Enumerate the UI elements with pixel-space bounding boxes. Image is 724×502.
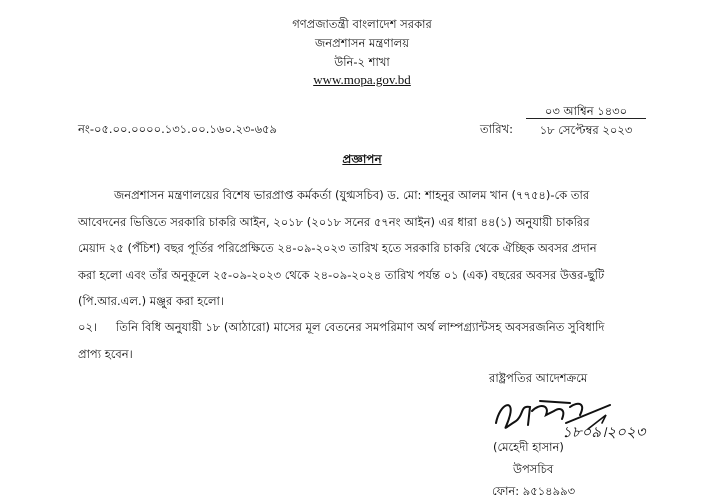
date-bangla: ০৩ আশ্বিন ১৪৩০ [544, 104, 628, 118]
paragraph-1 [78, 182, 604, 315]
notification-title: প্রজ্ঞাপন [342, 152, 382, 166]
header-government: গণপ্রজাতন্ত্রী বাংলাদেশ সরকার [292, 17, 432, 31]
paragraph-1-line: করা হলো এবং তাঁর অনুকূলে ২৫-০৯-২০২৩ থেকে ২৪-০৯-২০২৪ তারিখ পর্যন্ত ০১ (এক) বছরের অবসর উত্তর-ছুটি [78, 267, 605, 282]
paragraph-1-line: জনপ্রশাসন মন্ত্রণালয়ের বিশেষ ভারপ্রাপ্ত কর্মকর্তা (যুগ্মসচিব) ড. মো: শাহনুর আলম খান (৭৭৫৪)-কে তার [114, 188, 590, 202]
date-english: ১৮ সেপ্টেম্বর ২০২৩ [539, 123, 633, 137]
handwritten-signature [470, 393, 710, 441]
date-divider [526, 118, 646, 119]
header-ministry: জনপ্রশাসন মন্ত্রণালয় [315, 36, 409, 50]
website-link[interactable]: www.mopa.gov.bd [313, 72, 411, 87]
signatory-designation: উপসচিব [513, 462, 554, 476]
paragraph-2-line: ০২। তিনি বিধি অনুযায়ী ১৮ (আঠারো) মাসের মূল বেতনের সমপরিমাণ অর্থ লাম্পগ্র্যান্টসহ অবসরজনিত সুবিধাদি [78, 314, 604, 341]
by-order-line: রাষ্ট্রপতির আদেশক্রমে [489, 371, 588, 385]
date-label: তারিখ: [480, 122, 514, 136]
paragraph-2-number: ০২। [78, 320, 98, 334]
signatory-phone: ফোন: ৯৫১৪৯৯৩ [492, 484, 576, 498]
paragraph-1-line: মেয়াদ ২৫ (পঁচিশ) বছর পূর্তির পরিপ্রেক্ষিতে ২৪-০৯-২০২৩ তারিখ হতে সরকারি চাকরি থেকে ঐচ্ছিক অবসর প্রদান [78, 241, 597, 255]
memo-number: নং-০৫.০০.০০০০.১৩১.০০.১৬০.২৩-৬৫৯ [78, 122, 277, 136]
paragraph-1-line: আবেদনের ভিত্তিতে সরকারি চাকরি আইন, ২০১৮ (২০১৮ সনের ৫৭নং আইন) এর ধারা ৪৪(১) অনুযায়ী চাকরির [78, 214, 590, 229]
handwritten-date: ১৮০৯।২০২৩ [562, 423, 646, 441]
paragraph-2 [78, 314, 604, 367]
signatory-name: (মেহেদী হাসান) [493, 440, 564, 454]
paragraph-1-line: (পি.আর.এল.) মঞ্জুর করা হলো। [78, 294, 224, 308]
paragraph-2-line: প্রাপ্য হবেন। [78, 346, 133, 361]
header-website[interactable] [0, 71, 724, 89]
header-branch: উনি-২ শাখা [334, 55, 390, 69]
